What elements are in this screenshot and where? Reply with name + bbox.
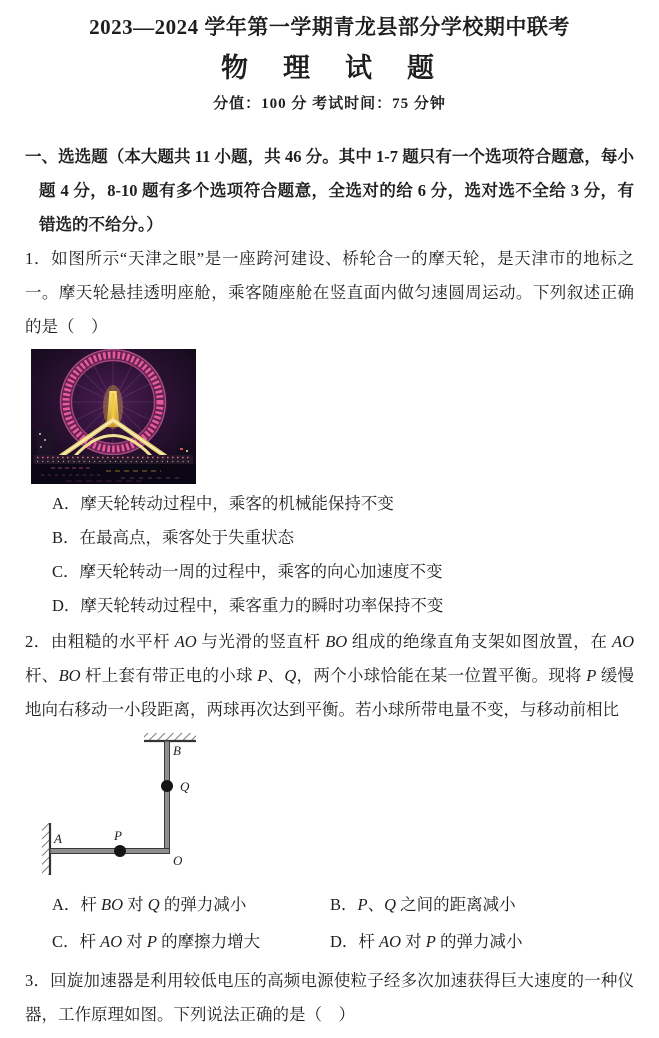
bridge-deck: [34, 455, 193, 464]
tower-core: [112, 393, 115, 419]
q1-option-b: B．在最高点，乘客处于失重状态: [52, 528, 295, 547]
question-1-stem: 1．如图所示“天津之眼”是一座跨河建设、桥轮合一的摩天轮，是天津市的地标之一。摩天轮悬挂透明座舱，乘客随座舱在竖直面内做匀速圆周运动。下列叙述正确的是（ ）: [25, 249, 634, 336]
label-P: P: [114, 828, 122, 843]
exam-session-title: 2023—2024 学年第一学期青龙县部分学校期中联考: [89, 15, 570, 39]
question-2: [25, 625, 634, 960]
ferris-wheel-photo: [31, 349, 196, 484]
score-time-meta: 分值：100 分 考试时间：75 分钟: [213, 96, 446, 112]
rod-AO: [50, 849, 170, 854]
label-Q: Q: [180, 779, 190, 794]
right-angle-frame-diagram: [40, 730, 205, 882]
q2-option-b: B．P、Q 之间的距离减小: [330, 895, 516, 914]
q1-option-d: D．摩天轮转动过程中，乘客重力的瞬时功率保持不变: [52, 596, 444, 615]
ball-P: [114, 845, 126, 857]
label-B: B: [173, 743, 181, 758]
question-1: [25, 242, 634, 623]
question-3-stem: 3．回旋加速器是利用较低电压的高频电源使粒子经多次加速获得巨大速度的一种仪器，工作原理如图。下列说法正确的是（ ）: [25, 971, 634, 1024]
section-one-header: 一、选选题（本大题共 11 小题，共 46 分。其中 1-7 题只有一个选项符合题意，每小题 4 分，8-10 题有多个选项符合题意，全选对的给 6 分，选对选不全给 3 分，有错选的不给分。）: [25, 147, 634, 234]
exam-subject-title: 物 理 试 题: [221, 53, 438, 83]
label-A: A: [54, 831, 62, 846]
q2-option-d: D．杆 AO 对 P 的弹力减小: [330, 932, 523, 951]
q1-option-c: C．摩天轮转动一周的过程中，乘客的向心加速度不变: [52, 562, 443, 581]
question-3: [25, 964, 634, 1032]
wall-hatch: [42, 823, 50, 875]
question-2-options: [25, 886, 634, 960]
question-2-stem: 2．由粗糙的水平杆 AO 与光滑的竖直杆 BO 组成的绝缘直角支架如图放置，在 AO 杆、BO 杆上套有带正电的小球 P、Q，两个小球恰能在某一位置平衡。现将 P 缓慢地向右移动一小段距离，两球再次达到平衡。若小球所带电量不变，与移动前相比: [25, 632, 635, 719]
ceiling-hatch: [144, 733, 196, 741]
q2-option-c: C．杆 AO 对 P 的摩擦力增大: [52, 932, 261, 951]
label-O: O: [173, 853, 183, 868]
q1-option-a: A．摩天轮转动过程中，乘客的机械能保持不变: [52, 494, 394, 513]
q2-option-a: A．杆 BO 对 Q 的弹力减小: [52, 895, 247, 914]
river-water: [31, 464, 196, 484]
ball-Q: [161, 780, 173, 792]
question-1-options: [25, 487, 634, 623]
rod-BO: [165, 741, 170, 854]
